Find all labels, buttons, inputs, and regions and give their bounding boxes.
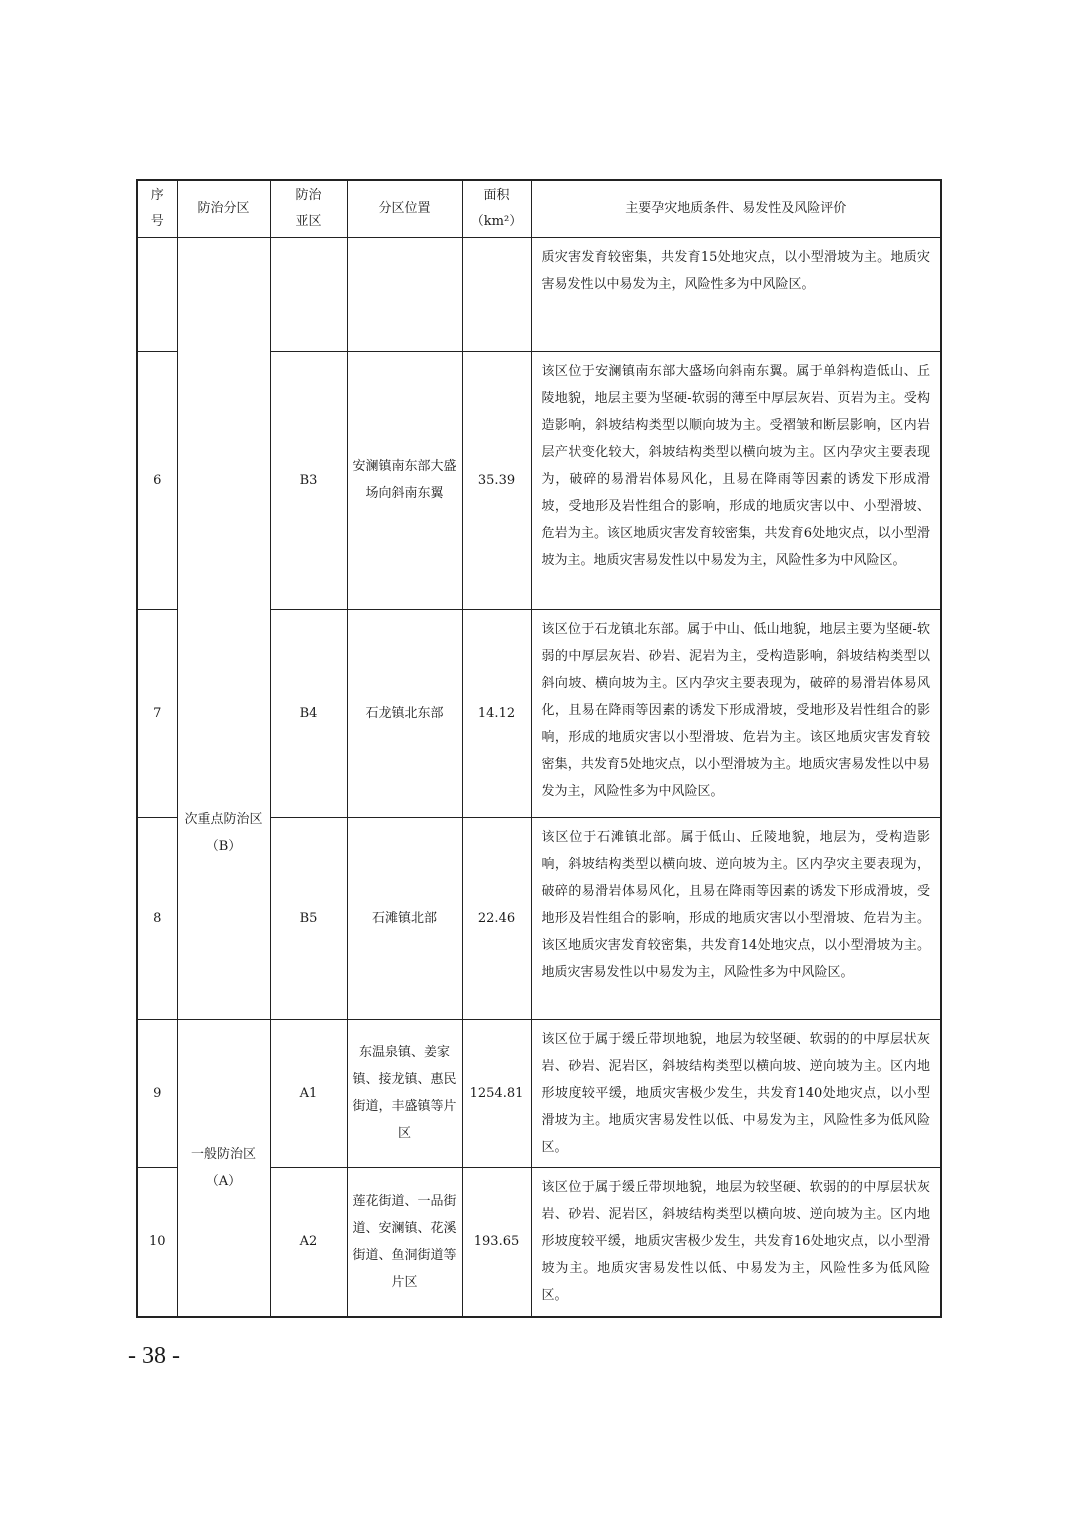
zone-b-label: 次重点防治区（B） bbox=[184, 811, 263, 854]
header-subzone: 防治 亚区 bbox=[270, 180, 347, 237]
row-desc: 该区位于石滩镇北部。属于低山、丘陵地貌，地层为，受构造影响，斜坡结构类型以横向坡、逆向坡为主。区内孕灾主要表现为，破碎的易滑岩体易风化，且易在降雨等因素的诱发下形成滑坡，受地形及岩性组合的影响，形成的地质灾害以小型滑坡、危岩为主。 该区地质灾害发育较密集，共发育14处地灾点，以小型滑坡为主。地质灾害易发性以中易发为主，风险性多为中风险区。 bbox=[531, 817, 941, 1019]
row-seq: 8 bbox=[137, 817, 177, 1019]
row-subzone: B3 bbox=[270, 351, 347, 609]
row-subzone: A1 bbox=[270, 1019, 347, 1167]
row-area: 22.46 bbox=[462, 817, 531, 1019]
row-seq: 10 bbox=[137, 1167, 177, 1317]
row-location: 东温泉镇、姜家镇、接龙镇、惠民街道，丰盛镇等片区 bbox=[347, 1019, 462, 1167]
row-seq: 9 bbox=[137, 1019, 177, 1167]
row-desc: 该区位于石龙镇北东部。属于中山、低山地貌，地层主要为坚硬-软弱的中厚层灰岩、砂岩、泥岩为主，受构造影响，斜坡结构类型以斜向坡、横向坡为主。区内孕灾主要表现为，破碎的易滑岩体易风化，且易在降雨等因素的诱发下形成滑坡，受地形及岩性组合的影响，形成的地质灾害以小型滑坡、危岩为主。该区地质灾害发育较密集，共发育5处地灾点，以小型滑坡为主。地质灾害易发性以中易发为主，风险性多为中风险区。 bbox=[531, 609, 941, 817]
header-area-unit: （km²） bbox=[470, 213, 523, 229]
row-area: 14.12 bbox=[462, 609, 531, 817]
row-desc: 该区位于安澜镇南东部大盛场向斜南东翼。属于单斜构造低山、丘陵地貌，地层主要为坚硬-软弱的薄至中厚层灰岩、页岩为主。受构造影响，斜坡结构类型以顺向坡为主。受褶皱和断层影响，区内岩层产状变化较大，斜坡结构类型以横向坡为主。区内孕灾主要表现为，破碎的易滑岩体易风化，且易在降雨等因素的诱发下形成滑坡，受地形及岩性组合的影响，形成的地质灾害以中、小型滑坡、危岩为主。该区地质灾害发育较密集，共发育6处地灾点，以小型滑坡为主。地质灾害易发性以中易发为主，风险性多为中风险区。 bbox=[531, 351, 941, 609]
table-header-row bbox=[137, 180, 941, 237]
row-desc: 该区位于属于缓丘带坝地貌，地层为较坚硬、软弱的的中厚层状灰岩、砂岩、泥岩区，斜坡结构类型以横向坡、逆向坡为主。区内地形坡度较平缓，地质灾害极少发生，共发育140处地灾点，以小型滑坡为主。地质灾害易发性以低、中易发为主，风险性多为低风险区。 bbox=[531, 1019, 941, 1167]
header-area bbox=[462, 180, 531, 237]
row-area: 193.65 bbox=[462, 1167, 531, 1317]
row-area bbox=[462, 237, 531, 351]
table-row bbox=[137, 1019, 941, 1167]
row-seq: 6 bbox=[137, 351, 177, 609]
header-location: 分区位置 bbox=[347, 180, 462, 237]
row-location: 石滩镇北部 bbox=[347, 817, 462, 1019]
row-subzone bbox=[270, 237, 347, 351]
row-seq bbox=[137, 237, 177, 351]
row-location bbox=[347, 237, 462, 351]
zone-a-label: 一般防治区（A） bbox=[190, 1146, 256, 1189]
page-number: - 38 - bbox=[128, 1343, 180, 1369]
zoning-table bbox=[136, 179, 942, 1318]
header-seq: 序 号 bbox=[137, 180, 177, 237]
header-zone: 防治分区 bbox=[177, 180, 270, 237]
row-subzone: B4 bbox=[270, 609, 347, 817]
zone-a bbox=[177, 1019, 270, 1317]
row-location: 莲花街道、一品街道、安澜镇、花溪街道、鱼洞街道等片区 bbox=[347, 1167, 462, 1317]
header-area-label: 面积 bbox=[483, 187, 510, 203]
row-subzone: A2 bbox=[270, 1167, 347, 1317]
row-seq: 7 bbox=[137, 609, 177, 817]
row-desc: 质灾害发育较密集，共发育15处地灾点，以小型滑坡为主。地质灾害易发性以中易发为主，风险性多为中风险区。 bbox=[531, 237, 941, 351]
row-subzone: B5 bbox=[270, 817, 347, 1019]
table-row bbox=[137, 237, 941, 351]
row-area: 35.39 bbox=[462, 351, 531, 609]
header-desc: 主要孕灾地质条件、易发性及风险评价 bbox=[531, 180, 941, 237]
row-area: 1254.81 bbox=[462, 1019, 531, 1167]
zone-b bbox=[177, 237, 270, 1019]
row-desc: 该区位于属于缓丘带坝地貌，地层为较坚硬、软弱的的中厚层状灰岩、砂岩、泥岩区，斜坡结构类型以横向坡、逆向坡为主。区内地形坡度较平缓，地质灾害极少发生，共发育16处地灾点，以小型滑坡为主。地质灾害易发性以低、中易发为主，风险性多为低风险区。 bbox=[531, 1167, 941, 1317]
row-location: 石龙镇北东部 bbox=[347, 609, 462, 817]
row-location: 安澜镇南东部大盛场向斜南东翼 bbox=[347, 351, 462, 609]
